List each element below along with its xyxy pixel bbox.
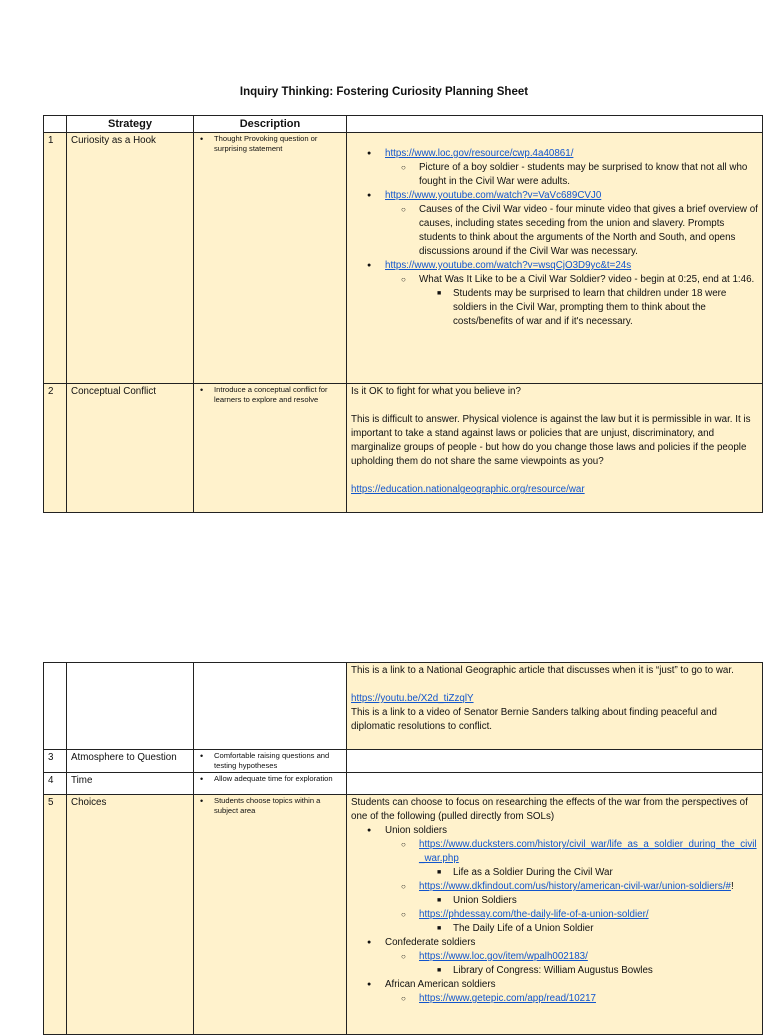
description-bullet: • Thought Provoking question or surprising statement xyxy=(214,134,342,154)
planning-table-part-2 xyxy=(43,662,763,1035)
description-bullet: • Students choose topics within a subject area xyxy=(214,796,342,816)
row-number: 3 xyxy=(44,750,67,773)
link[interactable]: https://education.nationalgeographic.org/resource/war xyxy=(351,484,585,495)
description-cell xyxy=(194,773,347,795)
link-suffix: ! xyxy=(730,881,734,892)
list-item-text: Confederate soldiers xyxy=(385,937,476,948)
notes-cell xyxy=(347,663,763,750)
list-item-text: What Was It Like to be a Civil War Soldier? video - begin at 0:25, end at 1:46. xyxy=(419,274,755,285)
strategy-cell: Conceptual Conflict xyxy=(67,384,194,513)
notes-cell xyxy=(347,384,763,513)
description-cell xyxy=(194,384,347,513)
row-number: 2 xyxy=(44,384,67,513)
link[interactable]: https://www.dkfindout.com/us/history/american-civil-war/union-soldiers/# xyxy=(419,881,731,892)
table-row xyxy=(44,795,763,1035)
strategy-cell: Atmosphere to Question xyxy=(67,750,194,773)
notes-cell xyxy=(347,773,763,795)
strategy-cell: Curiosity as a Hook xyxy=(67,133,194,384)
link[interactable]: https://youtu.be/X2d_tiZzqlY xyxy=(351,693,474,704)
list-item xyxy=(419,273,758,329)
paragraph: This is a link to a video of Senator Bernie Sanders talking about finding peaceful and diplomatic resolutions to conflict. xyxy=(351,707,717,732)
paragraph: This is a link to a National Geographic article that discusses when it is “just” to go to war. xyxy=(351,665,734,676)
strategy-cell: Time xyxy=(67,773,194,795)
table-row xyxy=(44,133,763,384)
list-item xyxy=(419,992,758,1006)
list-item: ○ Causes of the Civil War video - four minute video that gives a brief overview of causes, including states seceding from the union and slavery. Prompts students to think about the arguments of the North and South, and opens discussions around if the Civil War was necessary. xyxy=(419,203,758,259)
link[interactable]: https://www.loc.gov/resource/cwp.4a40861/ xyxy=(385,148,574,159)
link[interactable]: https://www.getepic.com/app/read/10217 xyxy=(419,993,596,1004)
header-strategy: Strategy xyxy=(67,116,194,133)
list-item: ○ Picture of a boy soldier - students may be surprised to know that not all who fought in the Civil War were adults. xyxy=(419,161,758,189)
question-text: Is it OK to fight for what you believe in? xyxy=(351,386,521,397)
table-row xyxy=(44,384,763,513)
page-title: Inquiry Thinking: Fostering Curiosity Planning Sheet xyxy=(239,86,529,98)
description-cell xyxy=(194,750,347,773)
link[interactable]: https://www.ducksters.com/history/civil_war/life_as_a_soldier_during_the_civil_war.php xyxy=(419,839,757,864)
row-number: 1 xyxy=(44,133,67,384)
strategy-cell xyxy=(67,663,194,750)
table-row xyxy=(44,663,763,750)
notes-cell xyxy=(347,795,763,1035)
table-row xyxy=(44,750,763,773)
planning-table-part-1 xyxy=(43,115,763,513)
link[interactable]: https://www.youtube.com/watch?v=wsqCjO3D9yc&t=24s xyxy=(385,260,632,271)
list-item xyxy=(385,259,758,329)
notes-cell xyxy=(347,133,763,384)
description-bullet: • Comfortable raising questions and testing hypotheses xyxy=(214,751,342,771)
list-item-text: African American soldiers xyxy=(385,979,496,990)
header-description: Description xyxy=(194,116,347,133)
strategy-cell: Choices xyxy=(67,795,194,1035)
list-item xyxy=(385,978,758,1006)
list-item: ■ Library of Congress: William Augustus Bowles xyxy=(453,964,758,978)
list-item-text: Union soldiers xyxy=(385,825,448,836)
list-item: ■ Union Soldiers xyxy=(453,894,758,908)
list-item xyxy=(385,147,758,189)
description-cell xyxy=(194,795,347,1035)
list-item xyxy=(385,189,758,259)
list-item xyxy=(385,936,758,978)
list-item: ■ Life as a Soldier During the Civil War xyxy=(453,866,758,880)
header-notes xyxy=(347,116,763,133)
paragraph: This is difficult to answer. Physical violence is against the law but it is permissible in war. It is important to take a stand against laws or policies that are unjust, discriminatory, and marginalize groups of people - but how do you change those laws and policies if the people upholding them do not share the same viewpoints as you? xyxy=(351,414,751,467)
list-item xyxy=(419,838,758,880)
link[interactable]: https://www.youtube.com/watch?v=VaVc689CVJ0 xyxy=(385,190,602,201)
list-item xyxy=(419,950,758,978)
header-num xyxy=(44,116,67,133)
description-cell xyxy=(194,663,347,750)
list-item: ■ The Daily Life of a Union Soldier xyxy=(453,922,758,936)
list-item xyxy=(419,880,758,908)
notes-cell xyxy=(347,750,763,773)
link[interactable]: https://www.loc.gov/item/wpalh002183/ xyxy=(419,951,588,962)
description-bullet: • Introduce a conceptual conflict for learners to explore and resolve xyxy=(214,385,342,405)
list-item xyxy=(385,824,758,936)
list-item xyxy=(419,908,758,936)
row-number xyxy=(44,663,67,750)
description-bullet: • Allow adequate time for exploration xyxy=(214,774,342,784)
row-number: 4 xyxy=(44,773,67,795)
link[interactable]: https://phdessay.com/the-daily-life-of-a-union-soldier/ xyxy=(419,909,649,920)
table-row xyxy=(44,773,763,795)
paragraph: Students can choose to focus on researching the effects of the war from the perspectives of one of the following (pulled directly from SOLs) xyxy=(351,797,748,822)
description-cell xyxy=(194,133,347,384)
list-item: ■ Students may be surprised to learn that children under 18 were soldiers in the Civil War, prompting them to think about the costs/benefits of war and if it's necessary. xyxy=(453,287,758,329)
row-number: 5 xyxy=(44,795,67,1035)
